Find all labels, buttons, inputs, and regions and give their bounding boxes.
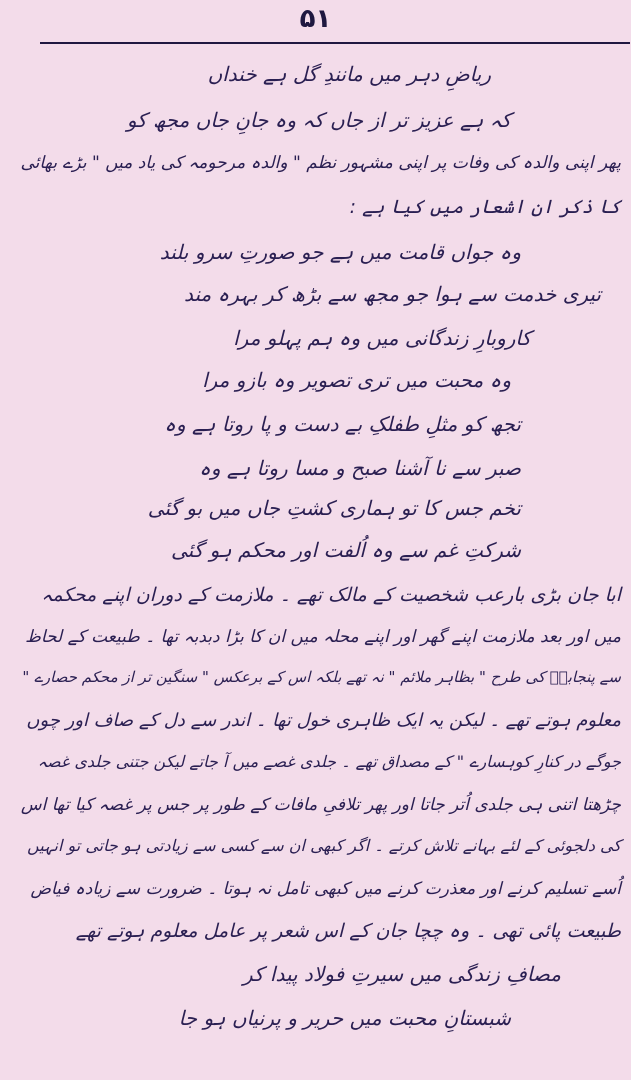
verse-line: شرکتِ غم سے وہ اُلفت اور محکم ہو گئی xyxy=(171,538,521,562)
header-rule xyxy=(40,42,630,44)
verse-line: کہ ہے عزیز تر از جاں کہ وہ جانِ جاں مجھ کو xyxy=(126,108,511,132)
text-line: میں اور بعد ملازمت اپنے گھر اور اپنے محلہ میں ان کا بڑا دبدبہ تھا ۔ طبیعت کے لحاظ xyxy=(25,627,621,647)
text-line: جوگے در کنارِ کوہسارے " کے مصداق تھے ۔ جلدی غصے میں آ جاتے لیکن جتنی جلدی غصہ xyxy=(37,752,621,771)
verse-line: تجھ کو مثلِ طفلکِ بے دست و پا روتا ہے وہ xyxy=(164,412,521,436)
text-line: اُسے تسلیم کرنے اور معذرت کرنے میں کبھی تامل نہ ہوتا ۔ ضرورت سے زیادہ فیاض xyxy=(30,879,621,899)
verse-line: شبستانِ محبت میں حریر و پرنیاں ہو جا xyxy=(178,1006,511,1030)
page-number: ۵۱ xyxy=(299,4,332,34)
text-line: کی دلجوئی کے لئے بہانے تلاش کرتے ۔ اگر کبھی ان سے کسی سے زیادتی ہو جاتی تو انہیں xyxy=(27,836,621,855)
text-line: ابا جان بڑی بارعب شخصیت کے مالک تھے ۔ ملازمت کے دوران اپنے محکمہ xyxy=(41,584,621,606)
verse-line: مصافِ زندگی میں سیرتِ فولاد پیدا کر xyxy=(243,962,561,986)
text-line: طبیعت پائی تھی ۔ وہ چچا جان کے اس شعر پر عامل معلوم ہوتے تھے xyxy=(75,920,621,942)
verse-line: وہ جواں قامت میں ہے جو صورتِ سرو بلند xyxy=(159,240,521,264)
verse-line: صبر سے نا آشنا صبح و مسا روتا ہے وہ xyxy=(199,456,521,480)
text-line: چڑھتا اتنی ہی جلدی اُتر جاتا اور پھر تلافیِ مافات کے طور پر جس پر غصہ کیا تھا اس xyxy=(20,795,621,815)
verse-line: وہ محبت میں تری تصویر وہ بازو مرا xyxy=(202,368,511,392)
text-line: کا ذکر ان اشعار میں کیا ہے : xyxy=(349,196,621,218)
text-line: معلوم ہوتے تھے ۔ لیکن یہ ایک ظاہری خول تھا ۔ اندر سے دل کے صاف اور چوں xyxy=(26,710,621,731)
verse-line: ریاضِ دہر میں مانندِ گل ہے خنداں xyxy=(207,62,491,86)
verse-line: تخم جس کا تو ہماری کشتِ جاں میں بو گئی xyxy=(147,496,521,520)
verse-line: کاروبارِ زندگانی میں وہ ہم پہلو مرا xyxy=(233,326,531,350)
text-line: پھر اپنی والدہ کی وفات پر اپنی مشہور نظم " والدہ مرحومہ کی یاد میں " بڑے بھائی xyxy=(20,153,621,173)
text-line: سے پنجابیؒ کی طرح " بظاہر ملائم " نہ تھے بلکہ اس کے برعکس " سنگین تر از محکم حصارے " xyxy=(22,668,621,686)
verse-line: تیری خدمت سے ہوا جو مجھ سے بڑھ کر بہرہ مند xyxy=(183,282,601,306)
